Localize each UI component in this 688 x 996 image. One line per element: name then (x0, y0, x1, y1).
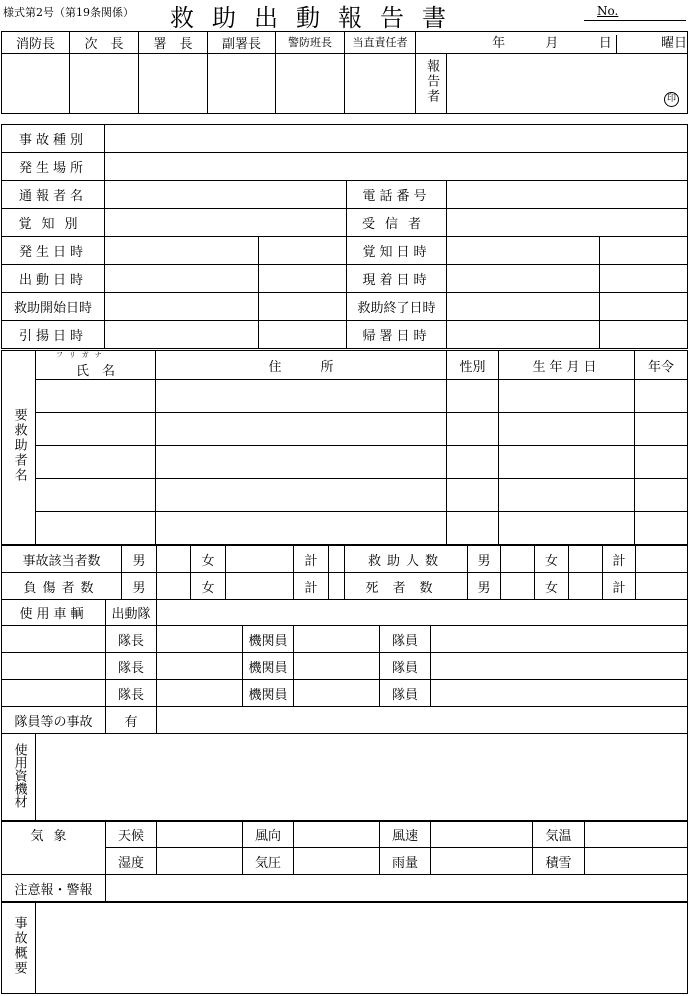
total-label: 計 (294, 546, 329, 573)
sex-header: 性別 (447, 351, 499, 380)
person-name-field[interactable] (36, 380, 156, 413)
return-time-field[interactable] (600, 321, 688, 349)
stamp-box-deputy[interactable] (70, 53, 139, 113)
vehicle-row (2, 680, 688, 707)
occurrence-time-field[interactable] (259, 237, 347, 265)
member-field[interactable] (431, 626, 688, 653)
engineer-label: 機関員 (243, 653, 294, 680)
person-address-field[interactable] (156, 380, 447, 413)
caller-field[interactable] (105, 181, 347, 209)
injured-total-field[interactable] (329, 573, 345, 600)
arrival-time-field[interactable] (600, 265, 688, 293)
person-row (2, 512, 688, 545)
equipment-table (1, 733, 688, 822)
dispatch-label: 出動日時 (2, 265, 105, 293)
location-field[interactable] (105, 153, 688, 181)
person-sex-field[interactable] (447, 479, 499, 512)
member-label: 隊員 (380, 626, 431, 653)
total-label: 計 (603, 573, 636, 600)
summary-field[interactable] (36, 903, 688, 994)
accident-total-field[interactable] (329, 546, 345, 573)
weather-table (1, 820, 688, 902)
wind-direction-label: 風向 (243, 821, 294, 848)
number-label: No. (597, 4, 619, 18)
caller-label: 通報者名 (2, 181, 105, 209)
stamp-box-station-chief[interactable] (139, 53, 208, 113)
dead-count-label: 死者数 (345, 573, 468, 600)
page-title: 救助出動報告書 (170, 4, 464, 32)
name-header-label: 氏 名 (75, 363, 115, 379)
arrival-date-field[interactable] (447, 265, 600, 293)
arrival-label: 現着日時 (347, 265, 447, 293)
rainfall-label: 雨量 (380, 848, 431, 875)
awareness-time-field[interactable] (600, 237, 688, 265)
rescued-male-field[interactable] (501, 546, 535, 573)
approval-header-deputy: 次 長 (70, 32, 139, 54)
female-label: 女 (191, 573, 226, 600)
person-name-field[interactable] (36, 512, 156, 545)
vehicles-label: 使用車輌 (2, 600, 106, 626)
leader-label: 隊長 (106, 653, 157, 680)
vehicles-table (1, 599, 688, 734)
dead-female-field[interactable] (569, 573, 603, 600)
person-address-field[interactable] (156, 446, 447, 479)
day-label: 日 (598, 36, 612, 51)
receiver-field[interactable] (447, 209, 688, 237)
year-label: 年 (492, 36, 506, 51)
male-label: 男 (468, 546, 501, 573)
summary-label-cell (2, 903, 36, 994)
male-label: 男 (122, 573, 157, 600)
snowfall-label: 積雪 (533, 848, 585, 875)
awareness-type-label: 覚知別 (2, 209, 105, 237)
temperature-label: 気温 (533, 821, 585, 848)
person-age-field[interactable] (635, 413, 688, 446)
leader-field[interactable] (157, 680, 243, 707)
person-sex-field[interactable] (447, 512, 499, 545)
vehicle-field[interactable] (2, 680, 106, 707)
rescue-start-date-field[interactable] (105, 293, 259, 321)
person-name-field[interactable] (36, 446, 156, 479)
vehicle-row (2, 653, 688, 680)
incident-type-label: 事故種別 (2, 125, 105, 153)
counts-table (1, 545, 688, 600)
member-field[interactable] (431, 680, 688, 707)
snowfall-field[interactable] (585, 848, 688, 875)
receiver-label: 受信者 (347, 209, 447, 237)
form-header (0, 0, 688, 30)
form-number-label: 様式第2号（第19条関係） (3, 6, 134, 19)
name-header (36, 351, 156, 380)
withdraw-date-field[interactable] (105, 321, 259, 349)
member-label: 隊員 (380, 653, 431, 680)
total-label: 計 (294, 573, 329, 600)
number-field[interactable] (584, 20, 686, 21)
rescued-count-label: 救助人数 (345, 546, 468, 573)
temperature-field[interactable] (585, 821, 688, 848)
injured-count-label: 負傷者数 (2, 573, 122, 600)
persons-side-label-cell (2, 351, 36, 545)
awareness-time-label: 覚知日時 (347, 237, 447, 265)
occurrence-label: 発生日時 (2, 237, 105, 265)
dispatch-unit-label: 出動隊 (106, 600, 157, 626)
reporter-field[interactable] (447, 53, 688, 113)
weather-condition-label: 天候 (106, 821, 157, 848)
person-sex-field[interactable] (447, 413, 499, 446)
pressure-label: 気圧 (243, 848, 294, 875)
member-label: 隊員 (380, 680, 431, 707)
engineer-field[interactable] (294, 653, 380, 680)
rescue-end-time-field[interactable] (600, 293, 688, 321)
rescue-start-label: 救助開始日時 (2, 293, 105, 321)
weather-label: 気象 (2, 821, 106, 875)
persons-table (1, 350, 688, 545)
approval-header-squad-leader: 警防班長 (276, 32, 345, 54)
vehicle-field[interactable] (2, 626, 106, 653)
stamp-box-squad-leader[interactable] (276, 53, 345, 113)
person-name-field[interactable] (36, 413, 156, 446)
engineer-label: 機関員 (243, 680, 294, 707)
female-label: 女 (535, 573, 569, 600)
person-age-field[interactable] (635, 446, 688, 479)
person-birth-field[interactable] (499, 512, 635, 545)
person-birth-field[interactable] (499, 446, 635, 479)
person-address-field[interactable] (156, 479, 447, 512)
male-label: 男 (122, 546, 157, 573)
person-row (2, 479, 688, 512)
person-age-field[interactable] (635, 479, 688, 512)
person-age-field[interactable] (635, 380, 688, 413)
month-label: 月 (545, 36, 559, 51)
alerts-label: 注意報・警報 (2, 875, 106, 902)
wind-speed-field[interactable] (431, 821, 533, 848)
return-label: 帰署日時 (347, 321, 447, 349)
humidity-label: 湿度 (106, 848, 157, 875)
person-sex-field[interactable] (447, 380, 499, 413)
accident-female-field[interactable] (226, 546, 294, 573)
birth-header: 生年月日 (499, 351, 635, 380)
address-header: 住 所 (156, 351, 447, 380)
accident-male-field[interactable] (157, 546, 191, 573)
leader-label: 隊長 (106, 680, 157, 707)
awareness-date-field[interactable] (447, 237, 600, 265)
persons-side-label: 要救助者名 (11, 408, 27, 483)
male-label: 男 (468, 573, 501, 600)
person-sex-field[interactable] (447, 446, 499, 479)
engineer-field[interactable] (294, 680, 380, 707)
equipment-label: 使用資機材 (11, 743, 27, 808)
seal-mark: 印 (664, 92, 679, 107)
dispatch-unit-field[interactable] (157, 600, 688, 626)
approval-header-station-chief: 署 長 (139, 32, 208, 54)
approval-header-duty-officer: 当直責任者 (345, 32, 416, 54)
female-label: 女 (535, 546, 569, 573)
vehicle-field[interactable] (2, 653, 106, 680)
alerts-field[interactable] (106, 875, 688, 902)
reporter-label: 報告者 (424, 58, 440, 104)
rescued-female-field[interactable] (569, 546, 603, 573)
summary-table (1, 902, 688, 994)
person-birth-field[interactable] (499, 380, 635, 413)
person-row (2, 380, 688, 413)
phone-label: 電話番号 (347, 181, 447, 209)
dispatch-date-field[interactable] (105, 265, 259, 293)
accident-count-label: 事故該当者数 (2, 546, 122, 573)
injured-male-field[interactable] (157, 573, 191, 600)
phone-field[interactable] (447, 181, 688, 209)
person-address-field[interactable] (156, 512, 447, 545)
weekday-label: 曜日 (660, 36, 687, 51)
female-label: 女 (191, 546, 226, 573)
person-address-field[interactable] (156, 413, 447, 446)
rescue-start-time-field[interactable] (259, 293, 347, 321)
approval-header-vice-station-chief: 副署長 (208, 32, 276, 54)
wind-direction-field[interactable] (294, 821, 380, 848)
engineer-label: 機関員 (243, 626, 294, 653)
vehicle-row (2, 626, 688, 653)
dead-male-field[interactable] (501, 573, 535, 600)
equipment-label-cell (2, 734, 36, 822)
person-age-field[interactable] (635, 512, 688, 545)
rainfall-field[interactable] (431, 848, 533, 875)
incident-type-field[interactable] (105, 125, 688, 153)
wind-speed-label: 風速 (380, 821, 431, 848)
age-header: 年令 (635, 351, 688, 380)
weather-condition-field[interactable] (157, 821, 243, 848)
injured-female-field[interactable] (226, 573, 294, 600)
approval-table (1, 31, 688, 114)
reporter-label-cell (416, 53, 447, 113)
report-date[interactable] (416, 32, 688, 54)
rescued-total-field[interactable] (636, 546, 688, 573)
dispatch-time-field[interactable] (259, 265, 347, 293)
approval-header-chief: 消防長 (2, 32, 70, 54)
equipment-field[interactable] (36, 734, 688, 822)
stamp-box-vice-station-chief[interactable] (208, 53, 276, 113)
person-name-field[interactable] (36, 479, 156, 512)
leader-field[interactable] (157, 653, 243, 680)
total-label: 計 (603, 546, 636, 573)
dead-total-field[interactable] (636, 573, 688, 600)
stamp-box-chief[interactable] (2, 53, 70, 113)
summary-label: 事故概要 (11, 916, 27, 976)
incident-table (1, 124, 688, 349)
staff-accident-field[interactable] (157, 707, 688, 734)
rescue-end-date-field[interactable] (447, 293, 600, 321)
staff-accident-value[interactable]: 有 (106, 707, 157, 734)
leader-label: 隊長 (106, 626, 157, 653)
withdraw-time-field[interactable] (259, 321, 347, 349)
engineer-field[interactable] (294, 626, 380, 653)
pressure-field[interactable] (294, 848, 380, 875)
withdraw-label: 引揚日時 (2, 321, 105, 349)
occurrence-date-field[interactable] (105, 237, 259, 265)
return-date-field[interactable] (447, 321, 600, 349)
person-row (2, 413, 688, 446)
stamp-box-duty-officer[interactable] (345, 53, 416, 113)
staff-accident-label: 隊員等の事故 (2, 707, 106, 734)
leader-field[interactable] (157, 626, 243, 653)
humidity-field[interactable] (157, 848, 243, 875)
furigana-label: フリガナ (56, 351, 108, 359)
member-field[interactable] (431, 653, 688, 680)
location-label: 発生場所 (2, 153, 105, 181)
awareness-type-field[interactable] (105, 209, 347, 237)
person-birth-field[interactable] (499, 479, 635, 512)
person-row (2, 446, 688, 479)
person-birth-field[interactable] (499, 413, 635, 446)
rescue-end-label: 救助終了日時 (347, 293, 447, 321)
